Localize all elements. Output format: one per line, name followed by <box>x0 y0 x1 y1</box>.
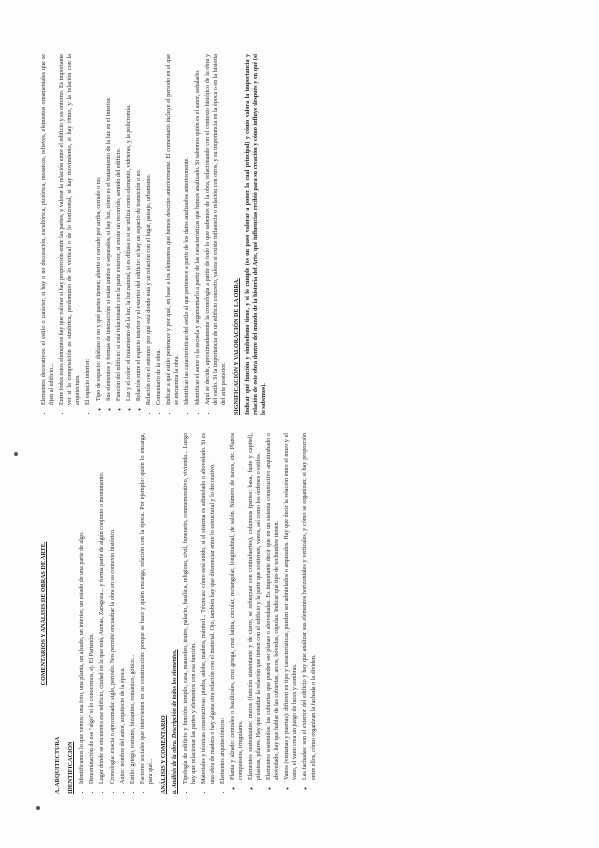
right-column <box>40 54 560 415</box>
col2-list <box>40 54 93 415</box>
list-item: ◦ Elementos sustentantes: muros (función sustentante y de cierre, se refuerzan con contrafuertes), columnas (partes: basa, fuste y capitel), pilastras, pilares. Hay que estudiar la relación que tienen con el edificio y la parte que sostienen, vanos, así como los órdenes o estilos. <box>246 433 262 780</box>
list-item: • Cronología: exacta o aproximada: siglo, periodo. Nos permite encuadrar la obra en su contexto histórico. <box>108 433 116 784</box>
list-item: • Autor: nombre del autor, arquitecto de la época. <box>118 433 126 784</box>
document-title: COMENTARIOS Y ANÁLISIS DE OBRAS DE ARTE. <box>40 541 47 686</box>
list-item: • Elementos decorativos: el estilo o carácter, si hay o no decoración, escultórica, pictórica, mosaicos, relieves, elementos ornamentales que se fijen al edificio... <box>40 54 56 405</box>
list-item: • Denominación de ese "algo" si lo conocemos, ej. El Partenón. <box>88 433 96 784</box>
punch-hole-mark <box>14 452 18 456</box>
list-item: • Factores sociales que intervienen en su construcción: porque se hace y quién encarga, relación con la época. Por ejemplo: quién lo encarga, para qué... <box>138 433 154 784</box>
espacio-list <box>94 54 142 415</box>
list-item: • Materiales y técnicas constructivas: piedra, adobe, madera, mármol... Técnicas: cómo está unido, si el sistema es adintelado o abovedado. Si es una obra de madera o hay alguna otra relación con el material. Ojo, también hay que diferenciar entre lo estructural y lo decorativo. <box>200 433 216 784</box>
section-heading-arquitectura: A. ARQUITECTURA <box>54 736 61 794</box>
list-item: • Indicar a qué estilo pertenece y por qué, en base a los elementos que hemos descrito anteriormente. El comentario incluye el periodo en el que se encuentra la obra. <box>165 54 181 405</box>
list-item: ◦ Función del edificio: si está relacionado con la parte exterior, si existe un recorrido, sentido del edificio. <box>114 54 122 401</box>
list-item: • Identificar el autor o la escuela y argumentarlo a partir de las características que hemos analizado. Si sabemos quién es el autor, señalarlo. <box>193 54 201 405</box>
list-item: • Identificamos lo que vemos: una foto, una planta, un alzado, un interior, un estado de una parte de algo. <box>78 433 86 784</box>
identificacion-list <box>78 433 155 794</box>
list-item: • Elementos arquitectónicos: <box>218 433 226 784</box>
analisis-heading: ANÁLISIS Y COMENTARIO <box>160 715 167 794</box>
punch-hole-mark <box>36 806 40 810</box>
list-item: ◦ Vanos (ventanas y puertas): difieren en tipo y características, pueden ser adintelados o arqueados. Hay que decir la relación entre el muro y el vano, el vano crea un juego de luces y sombras. <box>283 433 299 780</box>
comentario-list <box>145 54 228 415</box>
significacion-heading: SIGNIFICACIÓN Y VALORACIÓN DE LA OBRA. <box>233 278 240 415</box>
list-item: ◦ Tipo de espacio: diáfano o no y qué partes tienen; abierto o cerrado por arriba, cerrado o no. <box>94 54 102 401</box>
list-item: ◦ Las fachadas: son el exterior del edificio y hay que analizar sus elementos horizontales y verticales, y cómo se organizan; si hay proporción entre ellos, cómo organizan la fachada o la dividen. <box>301 433 317 780</box>
list-item: • Identificar las características del estilo al que pertenece a partir de los datos analizados anteriormente. <box>183 54 191 405</box>
list-item: ◦ Relación entre el espacio interior y el exterior del edificio: si hay un espacio de transición o no. <box>134 54 142 401</box>
significacion-text: Indicar qué función y simbolismo tiene, y si lo cumple (es un paso valorar a poner la cual principal) y cómo valora la importancia y relación de este obra dentro del mundo de la historia del Arte, qué influencias recibió para su creación y cómo influye después y en qué (si lo sabemos). <box>244 54 267 415</box>
list-item: • Aquí se decide, aproximadamente la cronología a partir de todo lo que sabemos de la obra, relacionando con el contexto histórico de la obra y del estilo. Si la importancia de un edificio concreto, valora si existe influencia o relación con otros, y su importancia en la época o en la historia del arte posterior. <box>203 54 227 405</box>
list-item: ◦ Elementos sostenidos: las cubiertas que pueden ser planas o abovedadas. Es importante decir que en un sistema constructivo arquitrabado o abovedado, hay que hablar de las cubiertas, arcos, bóvedas, cúpulas. Indicar qué tipo de techumbre tienen. <box>265 433 281 780</box>
list-item: • Tipología de edificio y función: templo, casa, mausoleo, teatro, palacio, basílica, religioso, civil, funerario, conmemorativo, vivienda... Luego hay que relacionar las partes y elementos con esa función. <box>182 433 198 784</box>
list-item: • Lugar donde se encuentra ese edificio, ciudad en la que está, Atenas, Zaragoza... y forma parte de algún conjunto o monumento. <box>98 433 106 784</box>
elementos-list <box>228 433 317 794</box>
list-item: • Estilo: griego, romano, bizantino, románico, gótico... <box>128 433 136 784</box>
rotated-sheet <box>40 54 560 794</box>
list-item: • Comentario de la obra. <box>155 54 163 405</box>
list-item: ◦ Planta y alzado: centrales o basilicales, cruz griega, cruz latina, circular, rectangular, longitudinal, de salón. Número de naves, etc. Planos compuestos, irregulares. <box>228 433 244 780</box>
list-item: ◦ Sus elementos y formas de interacción: si están unidos o separados, si hay luz, cómo es el tratamiento de la luz en el interior. <box>104 54 112 401</box>
left-column <box>40 433 560 794</box>
analisis-subheading: a. Análisis de la obra. Descripción de todos los elementos. <box>171 649 178 794</box>
list-item: • El espacio interior: <box>84 54 92 405</box>
identificacion-heading: IDENTIFICACIÓN <box>67 741 74 794</box>
list-item: • Entre todos estos elementos hay que valorar si hay proporción entre las partes, y valorar la relación entre el edificio y su entorno. Es importante ver si la composición es simétrica, predominio de lo vertical o de lo horizontal, si hay movimiento, si hay ritmo, y la relación con la arquitectura. <box>58 54 82 405</box>
analisis-list <box>182 433 226 794</box>
list-item: ◦ Luz y el color: el tratamiento de la luz, la luz natural, si es difusa o si se utiliza como elemento, vidrieras, y la policromía. <box>124 54 132 401</box>
list-item: • Relación con el entorno: por qué está donde está y su relación con el lugar, paisaje, urbanismo. <box>145 54 153 405</box>
